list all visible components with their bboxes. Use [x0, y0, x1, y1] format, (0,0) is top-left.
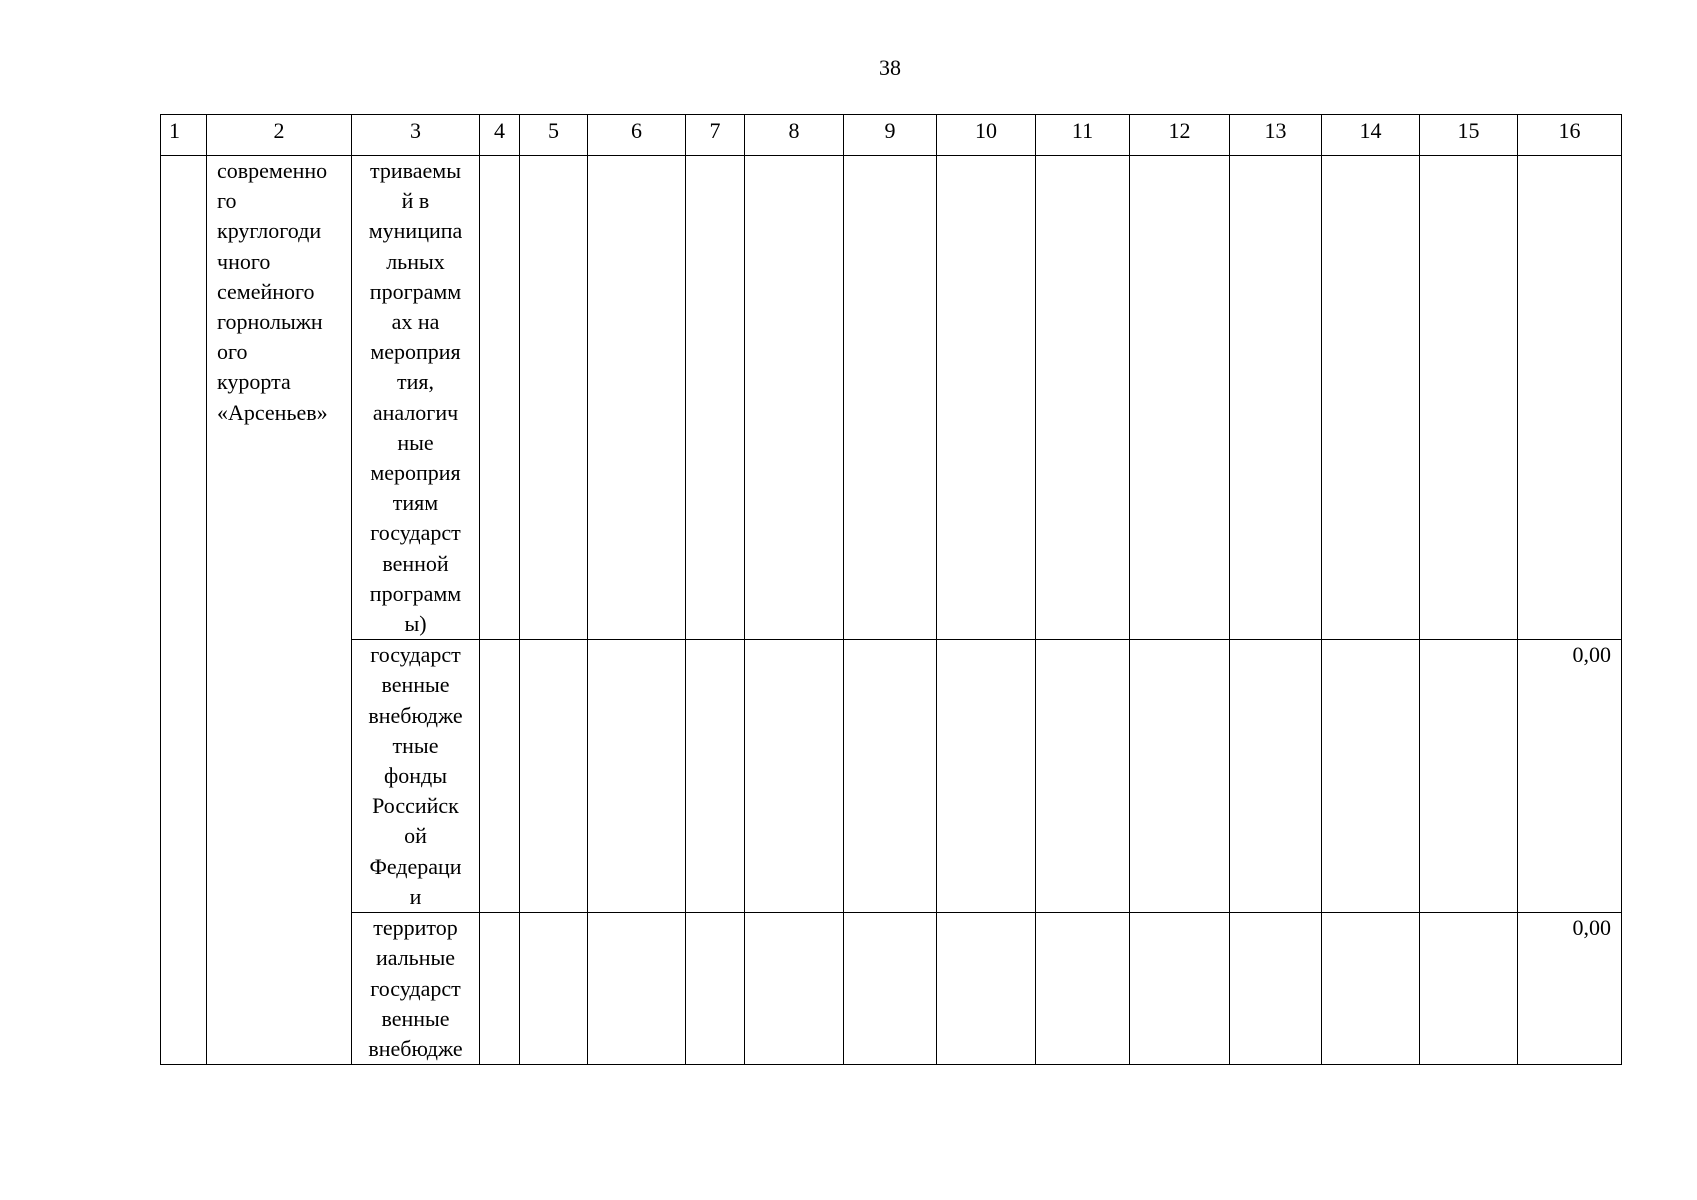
table-cell — [686, 913, 745, 1065]
column-header: 11 — [1036, 115, 1130, 156]
table-cell — [745, 640, 844, 913]
table-cell — [480, 913, 520, 1065]
column-header: 16 — [1518, 115, 1622, 156]
table-cell — [937, 640, 1036, 913]
table-cell — [1420, 640, 1518, 913]
column-header: 13 — [1230, 115, 1322, 156]
table-cell — [480, 156, 520, 640]
table-cell — [588, 913, 686, 1065]
total-value-cell: 0,00 — [1518, 913, 1622, 1065]
column-header: 9 — [844, 115, 937, 156]
table-header-row — [161, 115, 1622, 156]
table-cell — [1230, 156, 1322, 640]
table-cell — [1036, 913, 1130, 1065]
column-header: 10 — [937, 115, 1036, 156]
table-cell — [1130, 156, 1230, 640]
table-row — [161, 156, 1622, 640]
table-cell — [520, 913, 588, 1065]
table-cell — [937, 913, 1036, 1065]
column-header: 6 — [588, 115, 686, 156]
table-cell — [844, 156, 937, 640]
table-row — [161, 913, 1622, 1065]
table-cell — [588, 640, 686, 913]
column-header: 12 — [1130, 115, 1230, 156]
table-cell — [1036, 156, 1130, 640]
row-number-cell — [161, 156, 207, 1065]
column-header: 14 — [1322, 115, 1420, 156]
table-cell — [520, 156, 588, 640]
budget-table — [160, 114, 1622, 1065]
table-cell — [937, 156, 1036, 640]
table-cell — [1322, 640, 1420, 913]
funding-source-cell: территор иальные государст венные внебюдже — [352, 913, 480, 1065]
table-cell — [1036, 640, 1130, 913]
funding-source-cell: триваемы й в муниципа льных программ ах на мероприя тия, аналогич ные мероприя тиям государст венной программ ы) — [352, 156, 480, 640]
table-cell — [1420, 156, 1518, 640]
column-header: 3 — [352, 115, 480, 156]
column-header: 5 — [520, 115, 588, 156]
table-cell — [480, 640, 520, 913]
funding-source-cell: государст венные внебюдже тные фонды Российск ой Федераци и — [352, 640, 480, 913]
table-row — [161, 640, 1622, 913]
column-header: 15 — [1420, 115, 1518, 156]
item-name-cell: современно го круглогоди чного семейного горнолыжн ого курорта «Арсеньев» — [207, 156, 352, 1065]
table-cell — [844, 640, 937, 913]
total-value-cell: 0,00 — [1518, 640, 1622, 913]
column-header: 7 — [686, 115, 745, 156]
table-cell — [1130, 913, 1230, 1065]
table-cell — [686, 156, 745, 640]
table-cell — [1420, 913, 1518, 1065]
column-header: 8 — [745, 115, 844, 156]
table-cell — [1230, 640, 1322, 913]
column-header: 4 — [480, 115, 520, 156]
table-cell — [1130, 640, 1230, 913]
table-cell — [1322, 156, 1420, 640]
table-cell — [1230, 913, 1322, 1065]
table-cell — [844, 913, 937, 1065]
column-header: 2 — [207, 115, 352, 156]
page-number: 38 — [879, 55, 901, 80]
column-header: 1 — [161, 115, 207, 156]
table-cell — [686, 640, 745, 913]
table-cell — [745, 913, 844, 1065]
table-cell — [520, 640, 588, 913]
total-value-cell — [1518, 156, 1622, 640]
table-cell — [588, 156, 686, 640]
table-cell — [745, 156, 844, 640]
table-cell — [1322, 913, 1420, 1065]
